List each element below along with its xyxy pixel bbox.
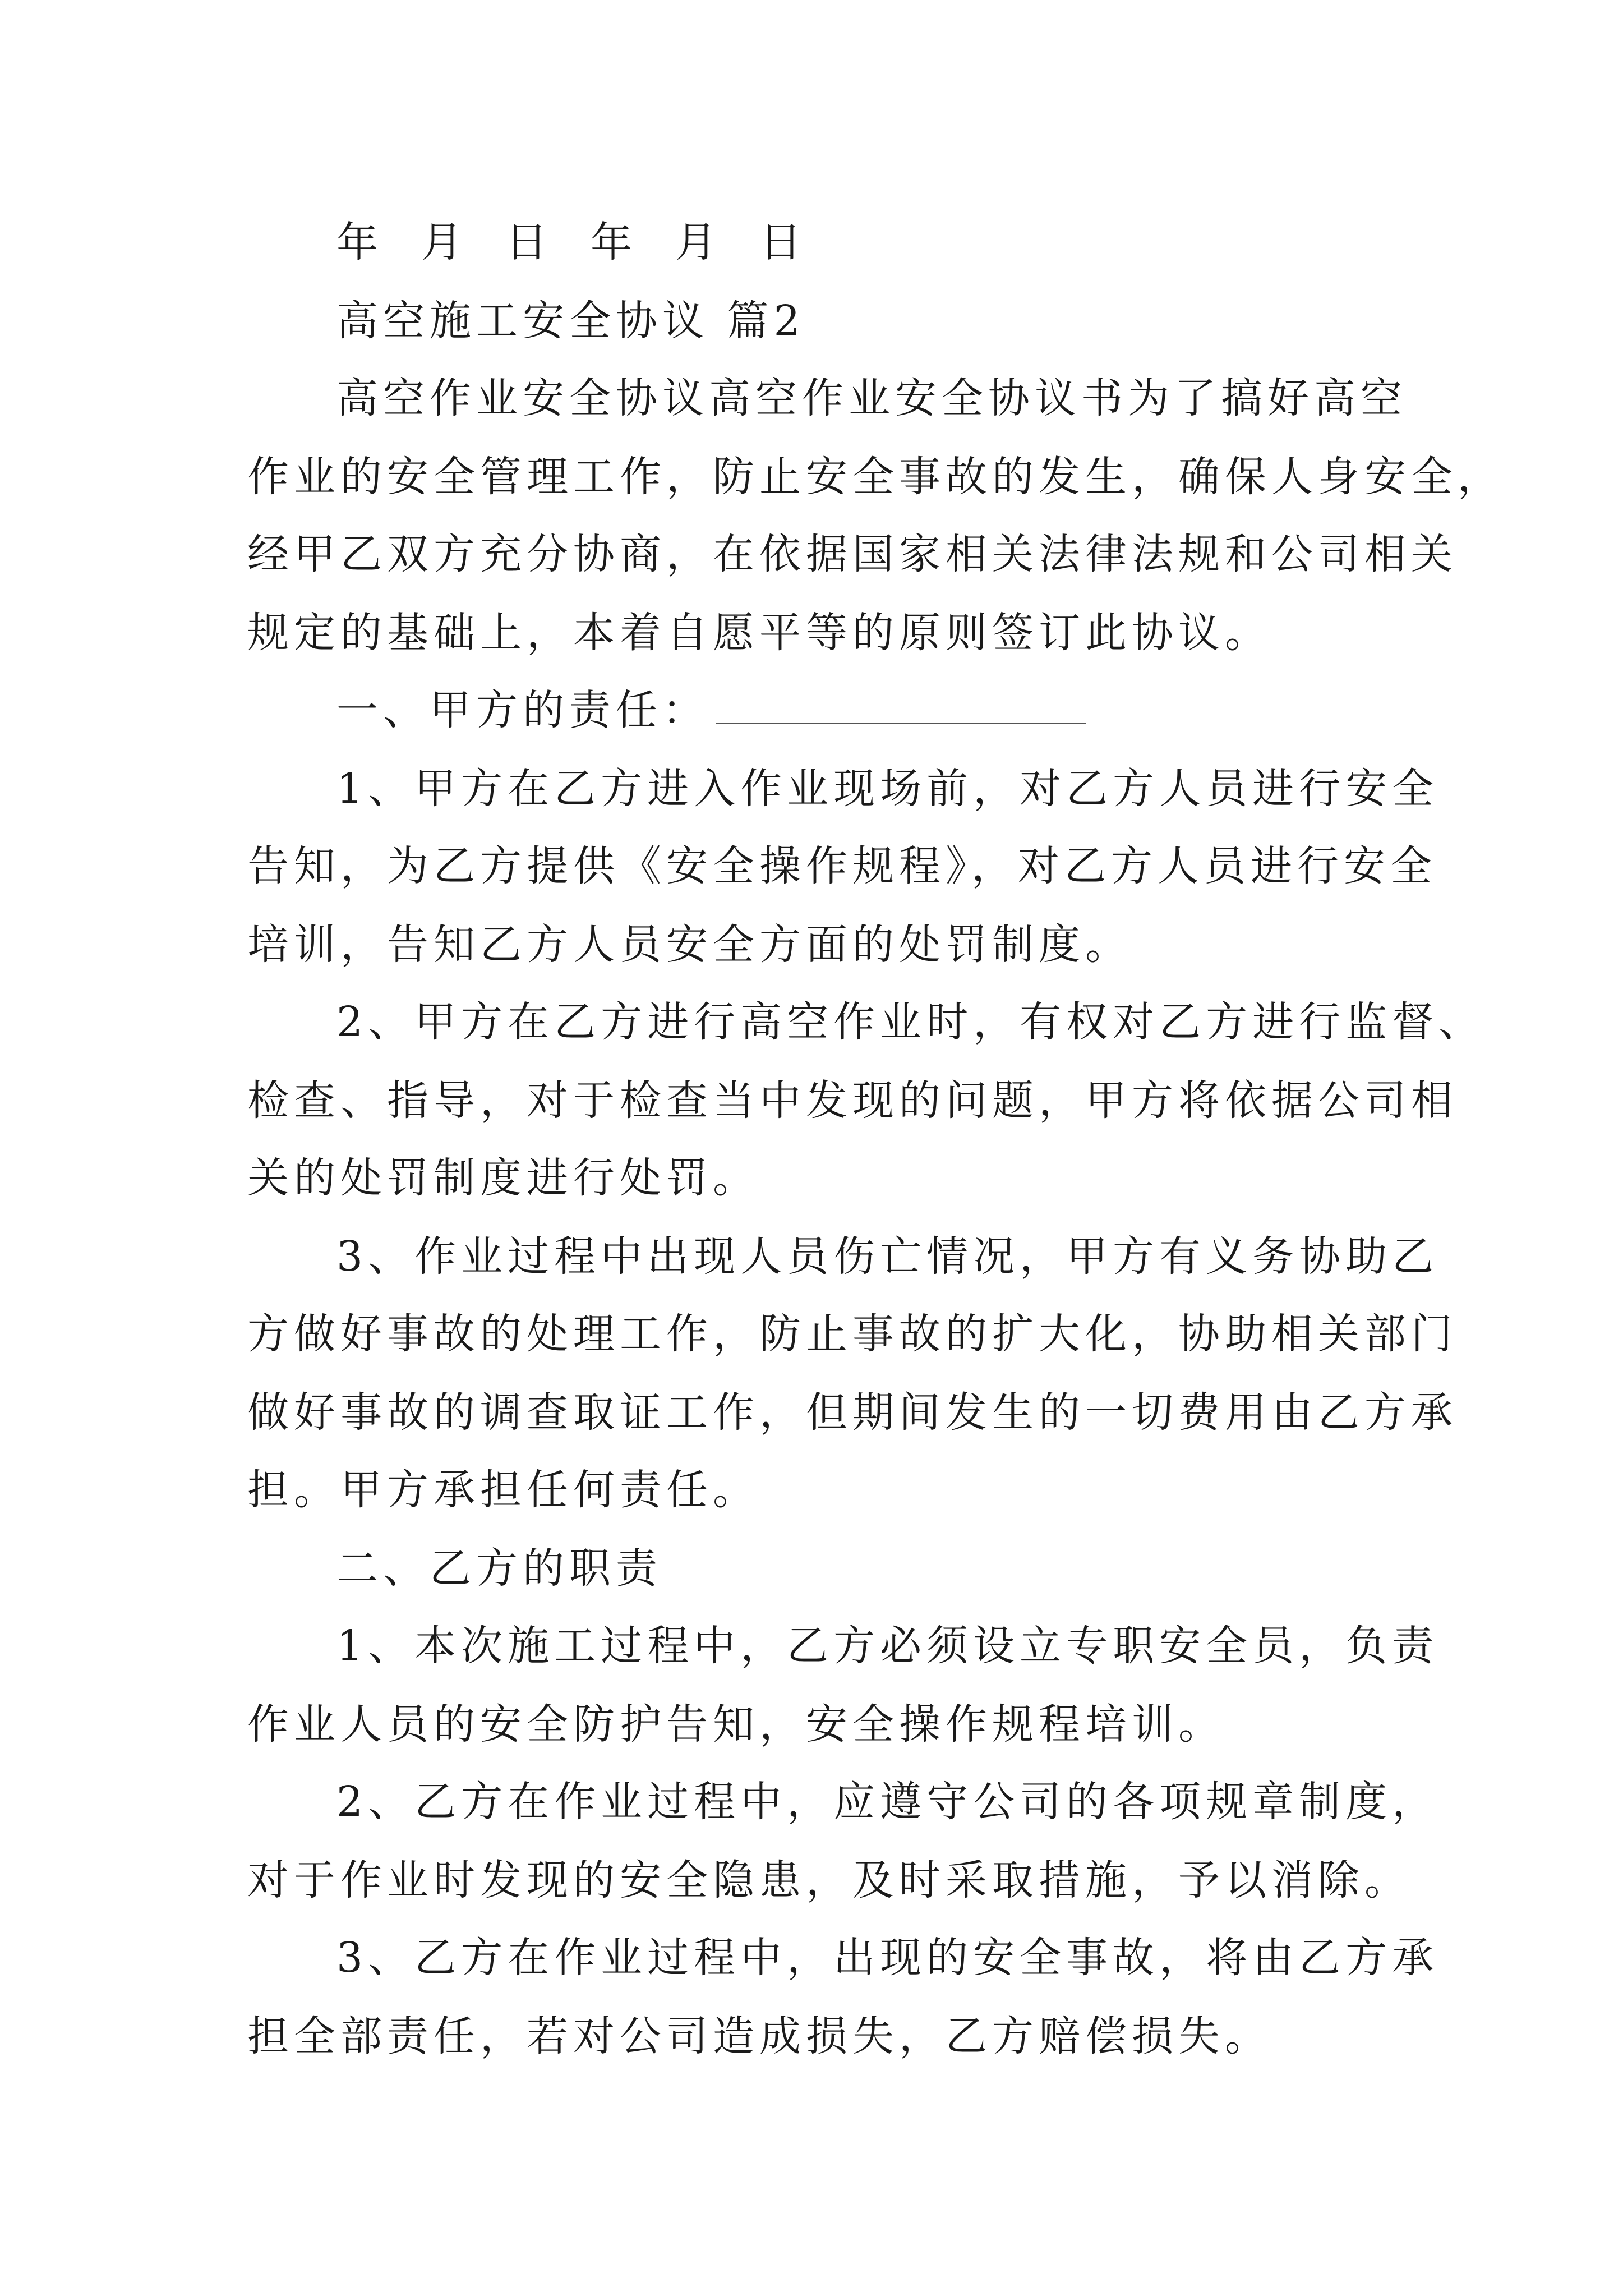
party-a-heading-text: 一、甲方的责任： — [336, 686, 709, 734]
paragraph-line: 经甲乙双方充分协商，在依据国家相关法律法规和公司相关 — [247, 530, 1458, 578]
paragraph-line: 规定的基础上，本着自愿平等的原则签订此协议。 — [247, 609, 1271, 657]
blank-underline — [716, 691, 1086, 724]
paragraph-line: 2、甲方在乙方进行高空作业时，有权对乙方进行监督、 — [336, 998, 1486, 1046]
paragraph-line: 1、甲方在乙方进入作业现场前，对乙方人员进行安全 — [336, 765, 1439, 813]
paragraph-line: 对于作业时发现的安全隐患，及时采取措施，予以消除。 — [247, 1856, 1411, 1904]
paragraph-line: 做好事故的调查取证工作，但期间发生的一切费用由乙方承 — [247, 1388, 1458, 1437]
paragraph-line: 方做好事故的处理工作，防止事故的扩大化，协助相关部门 — [247, 1310, 1458, 1358]
paragraph-line: 3、作业过程中出现人员伤亡情况，甲方有义务协助乙 — [336, 1232, 1439, 1281]
paragraph-line: 担全部责任，若对公司造成损失，乙方赔偿损失。 — [247, 2012, 1271, 2060]
paragraph-line: 告知，为乙方提供《安全操作规程》，对乙方人员进行安全 — [247, 842, 1437, 890]
date-day-2: 日 — [760, 218, 806, 266]
date-line — [336, 215, 845, 269]
paragraph-line: 高空作业安全协议高空作业安全协议书为了搞好高空 — [336, 374, 1407, 422]
paragraph-line: 3、乙方在作业过程中，出现的安全事故，将由乙方承 — [336, 1934, 1439, 1982]
paragraph-line: 担。甲方承担任何责任。 — [247, 1466, 759, 1514]
paragraph-line: 关的处罚制度进行处罚。 — [247, 1154, 759, 1202]
section-heading: 高空施工安全协议 篇2 — [336, 297, 805, 345]
paragraph-line: 2、乙方在作业过程中，应遵守公司的各项规章制度， — [336, 1778, 1439, 1826]
date-month-1: 月 — [421, 218, 468, 266]
paragraph-line: 培训，告知乙方人员安全方面的处罚制度。 — [247, 921, 1132, 969]
paragraph-line: 作业的安全管理工作，防止安全事故的发生，确保人身安全， — [247, 453, 1504, 501]
party-b-heading: 二、乙方的职责 — [336, 1544, 662, 1593]
paragraph-line: 检查、指导，对于检查当中发现的问题，甲方将依据公司相 — [247, 1076, 1458, 1125]
date-day-1: 日 — [506, 218, 552, 266]
paragraph-line: 1、本次施工过程中，乙方必须设立专职安全员，负责 — [336, 1622, 1439, 1670]
date-year-1: 年 — [336, 218, 383, 266]
date-month-2: 月 — [675, 218, 722, 266]
party-a-heading — [336, 683, 1086, 737]
date-year-2: 年 — [591, 218, 637, 266]
paragraph-line: 作业人员的安全防护告知，安全操作规程培训。 — [247, 1700, 1225, 1749]
